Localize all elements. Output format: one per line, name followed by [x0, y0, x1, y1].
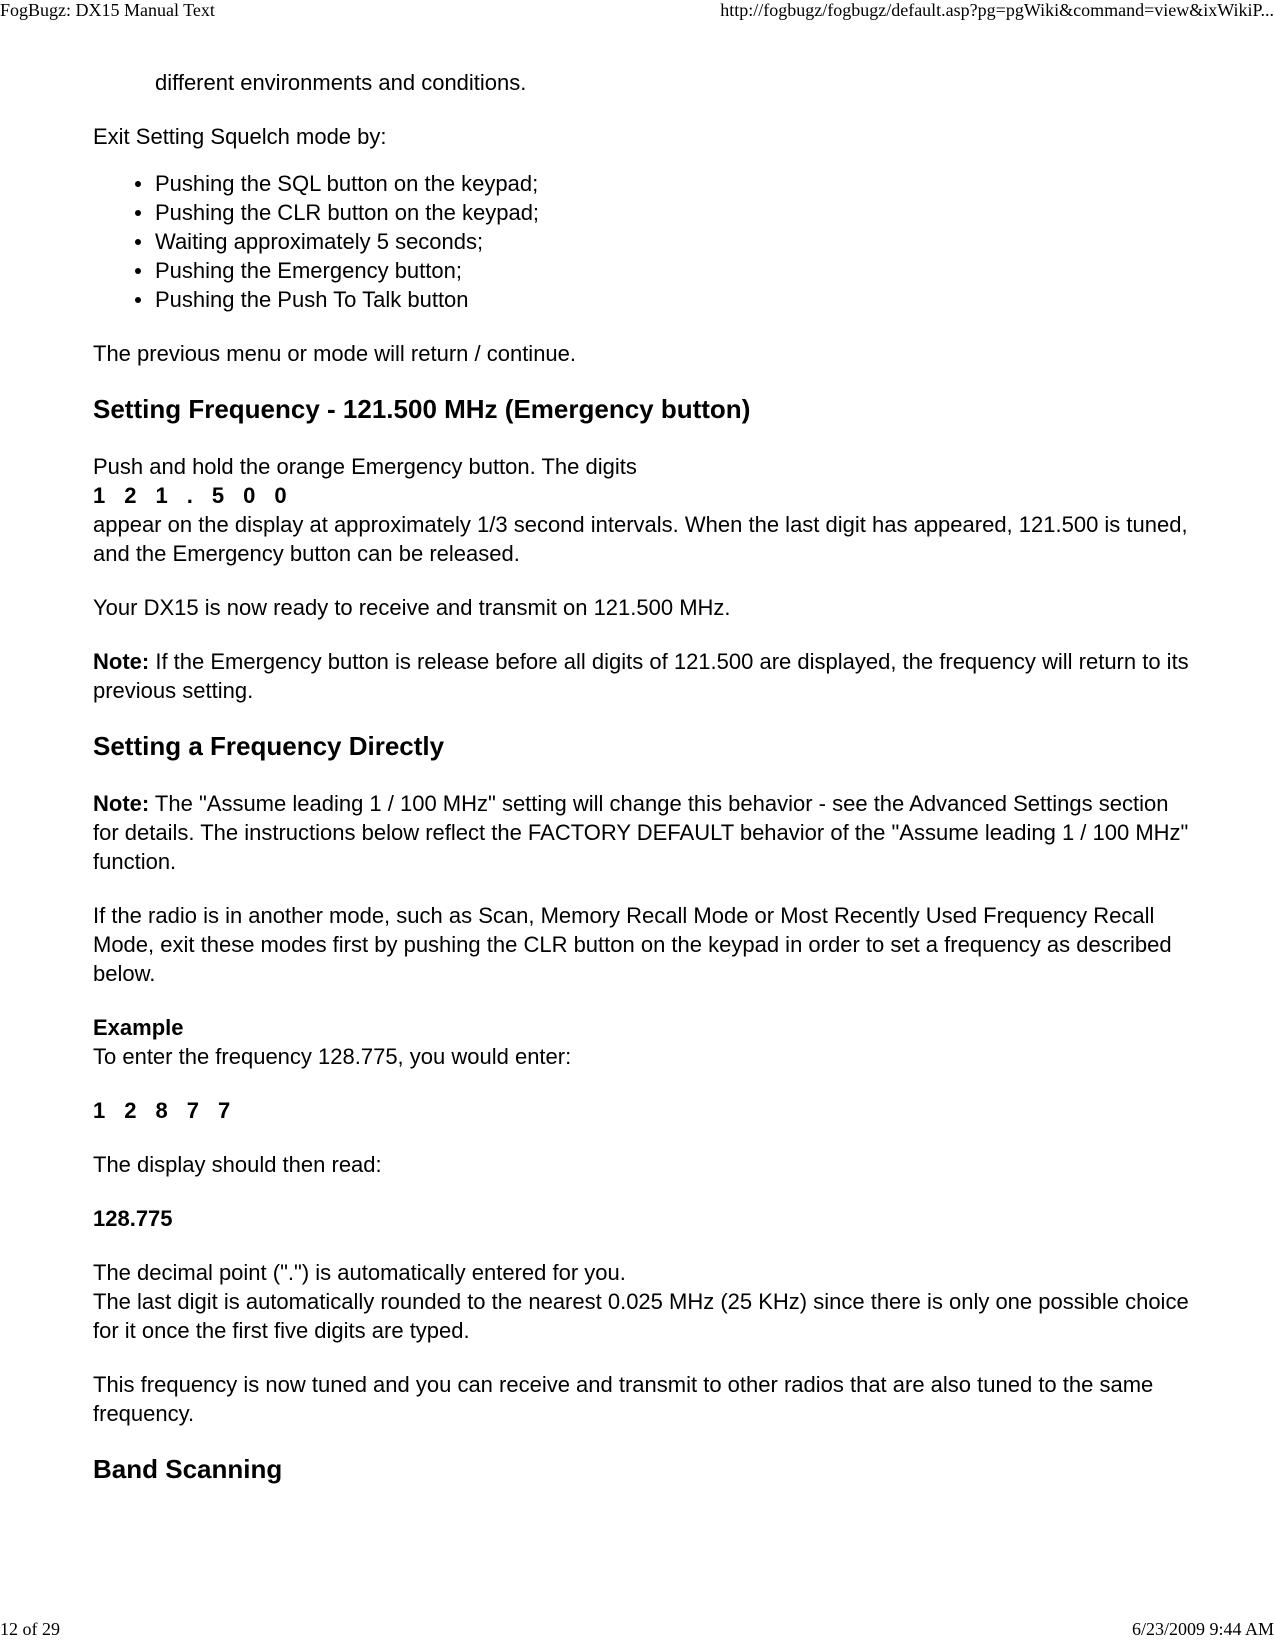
page-title: FogBugz: DX15 Manual Text	[0, 0, 215, 20]
continued-text: different environments and conditions.	[155, 70, 527, 95]
note-label: Note:	[93, 649, 150, 674]
list-item	[155, 198, 1193, 227]
tuned-note: This frequency is now tuned and you can receive and transmit to other radios that are also tuned to the same frequency.	[93, 1372, 1154, 1426]
digit: 8	[155, 1098, 168, 1123]
emergency-intro: Push and hold the orange Emergency button. The digits	[93, 454, 637, 479]
decimal-note: The decimal point (".") is automatically entered for you.	[93, 1260, 626, 1285]
digit: 2	[124, 1098, 137, 1123]
digit: 0	[243, 483, 256, 508]
bullet-icon	[135, 239, 141, 245]
digit: 0	[274, 483, 287, 508]
digit: 1	[93, 1098, 106, 1123]
list-item-text: Pushing the Emergency button;	[155, 258, 462, 283]
print-timestamp: 6/23/2009 9:44 AM	[1131, 1619, 1274, 1639]
band-scanning-heading: Band Scanning	[93, 1454, 283, 1484]
list-item-text: Waiting approximately 5 seconds;	[155, 229, 484, 254]
list-item	[155, 285, 1193, 314]
note-text: If the Emergency button is release before all digits of 121.500 are displayed, the frequency will return to its previous setting.	[93, 649, 1189, 703]
bullet-icon	[135, 297, 141, 303]
exit-intro: Exit Setting Squelch mode by:	[93, 124, 387, 149]
emergency-digits	[93, 481, 1193, 510]
digit: .	[186, 483, 193, 508]
emergency-note	[93, 647, 1193, 705]
exit-options-list	[93, 169, 1193, 314]
page-number: 12 of 29	[0, 1619, 60, 1639]
page-url: http://fogbugz/fogbugz/default.asp?pg=pgWiki&command=view&ixWikiP...	[720, 0, 1274, 20]
document-body	[93, 68, 1193, 1512]
emergency-after-digits: appear on the display at approximately 1/3 second intervals. When the last digit has appeared, 121.500 is tuned, and the Emergency button can be released.	[93, 512, 1188, 566]
digit: 2	[124, 483, 137, 508]
print-footer	[0, 1619, 1274, 1641]
display-intro: The display should then read:	[93, 1152, 382, 1177]
bullet-icon	[135, 268, 141, 274]
digit: 1	[155, 483, 168, 508]
decimal-rounding-notes	[93, 1258, 1193, 1345]
emergency-heading: Setting Frequency - 121.500 MHz (Emergency button)	[93, 394, 751, 424]
direct-note	[93, 789, 1193, 876]
direct-heading: Setting a Frequency Directly	[93, 731, 445, 761]
bullet-icon	[135, 210, 141, 216]
list-item	[155, 227, 1193, 256]
list-item-text: Pushing the CLR button on the keypad;	[155, 200, 540, 225]
example-block	[93, 1013, 1193, 1071]
note-label: Note:	[93, 791, 150, 816]
entry-digits	[93, 1096, 1193, 1125]
digit: 5	[211, 483, 225, 508]
digit: 7	[186, 1098, 199, 1123]
display-value: 128.775	[93, 1206, 173, 1231]
digit: 1	[93, 483, 106, 508]
list-item	[155, 169, 1193, 198]
note-text: The "Assume leading 1 / 100 MHz" setting will change this behavior - see the Advanced Settings section for details. The instructions below reflect the FACTORY DEFAULT behavior of the "Assume leading 1 / 100 MHz" function.	[93, 791, 1189, 874]
example-label: Example	[93, 1015, 184, 1040]
emergency-instructions	[93, 452, 1193, 568]
list-item-text: Pushing the SQL button on the keypad;	[155, 171, 539, 196]
emergency-ready-text: Your DX15 is now ready to receive and transmit on 121.500 MHz.	[93, 595, 731, 620]
rounding-note: The last digit is automatically rounded to the nearest 0.025 MHz (25 KHz) since there is only one possible choice for it once the first five digits are typed.	[93, 1289, 1189, 1343]
other-mode-text: If the radio is in another mode, such as Scan, Memory Recall Mode or Most Recently Used Frequency Recall Mode, exit these modes first by pushing the CLR button on the keypad in order to set a frequency as described below.	[93, 903, 1172, 986]
bullet-icon	[135, 181, 141, 187]
digit: 7	[218, 1098, 231, 1123]
list-item	[155, 256, 1193, 285]
example-text: To enter the frequency 128.775, you would enter:	[93, 1044, 572, 1069]
previous-return-text: The previous menu or mode will return / continue.	[93, 341, 577, 366]
list-item-text: Pushing the Push To Talk button	[155, 287, 469, 312]
